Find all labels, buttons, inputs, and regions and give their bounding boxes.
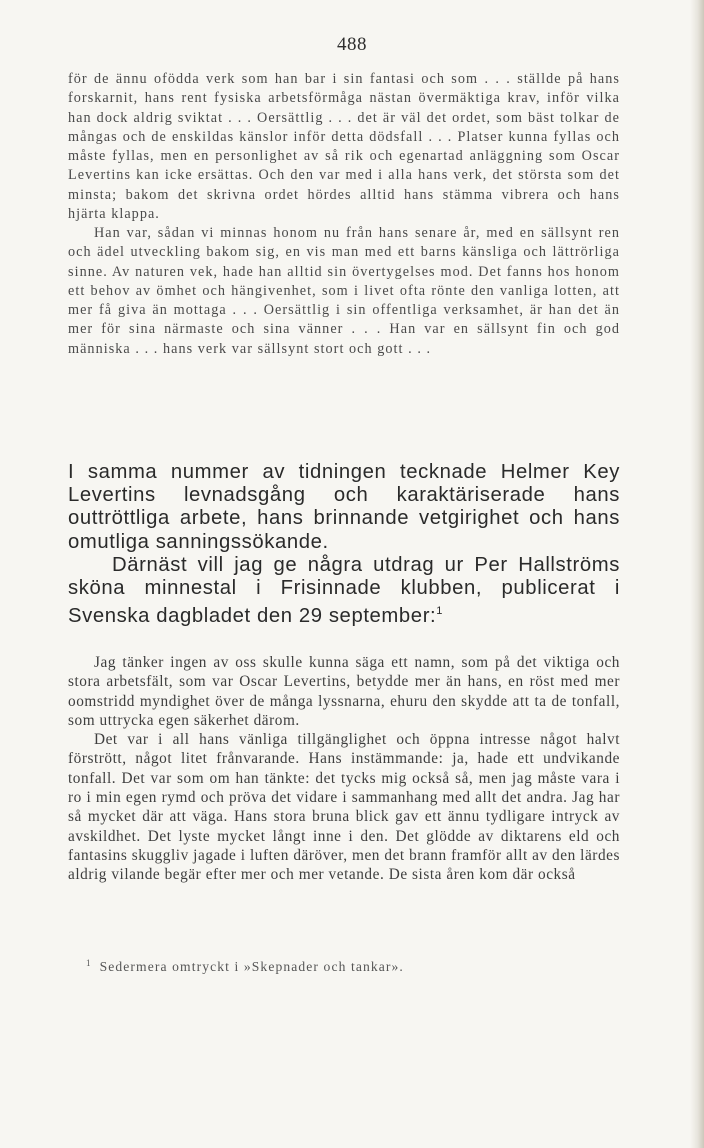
intro-text-block (68, 70, 620, 359)
footnote-reference: 1 (436, 605, 443, 618)
heading-paragraph-2 (68, 554, 620, 628)
intro-paragraph-1: för de ännu ofödda verk som han bar i sin fantasi och som . . . ställde på hans forskarnit, hans rent fysiska arbetsförmåga nästan övermäktiga krav, inför vilka han dock aldrig sviktat . . . Oersättlig . . . det är väl det ordet, som bäst tolkar de mångas och de enskildas känslor inför detta dödsfall . . . Platser kunna fyllas och måste fyllas, men en personlighet av så rik och egenartad anläggning som Oscar Levertins kan icke ersättas. Och den var med i alla hans verk, det största som det minsta; bakom det skrivna ordet hördes alltid hans stämma vibrera och hans hjärta klappa. (68, 71, 620, 222)
page-number: 488 (337, 34, 367, 55)
footnote-text: Sedermera omtryckt i »Skepnader och tankar». (99, 959, 404, 974)
quote-text-block (68, 653, 620, 885)
heading-paragraph-1: I samma nummer av tidningen tecknade Helmer Key Levertins levnadsgång och karaktäriserade hans outtröttliga arbete, hans brinnande vetgirighet och hans omutliga sanningssökande. (68, 461, 620, 553)
footnote (86, 958, 626, 975)
page-edge-shadow (690, 0, 704, 1148)
footnote-mark: 1 (86, 958, 92, 968)
quote-paragraph-1: Jag tänker ingen av oss skulle kunna säga ett namn, som på det viktiga och stora arbetsfält, som var Oscar Levertins, betydde mer än hans, en röst med mer oomstridd myndighet över de många lyssnarna, ehuru den skydde att ta de tonfall, som uttrycka egen säkerhet därom. (68, 654, 620, 729)
intro-paragraph-2: Han var, sådan vi minnas honom nu från hans senare år, med en sällsynt ren och ädel utveckling bakom sig, en vis man med ett barns känsliga och lättrörliga sinne. Av naturen vek, hade han alltid sin övertygelses mod. Det fanns hos honom ett behov av ömhet och hängivenhet, som i livet ofta rönte den vanliga lotten, att mer få giva än mottaga . . . Oersättlig i sin offentliga verksamhet, är han det än mer för sina närmaste och sina vänner . . . Han var en sällsynt fin och god människa . . . hans verk var sällsynt stort och gott . . . (68, 225, 620, 357)
heading-paragraph-2-text: Därnäst vill jag ge några utdrag ur Per Hallströms sköna minnestal i Frisinnade klubben, publicerat i Svenska dagbladet den 29 september: (68, 553, 620, 627)
heading-text-block (68, 461, 620, 628)
quote-paragraph-2: Det var i all hans vänliga tillgänglighet och öppna intresse något halvt förstrött, något litet frånvarande. Hans instämmande: ja, hade ett undvikande tonfall. Det var som om han tänkte: det tycks mig också så, men jag måste vara i ro i min egen rymd och pröva det vidare i sammanhang med allt det andra. Jag har så mycket där att väga. Hans stora bruna blick gav ett ännu tydligare intryck av avskildhet. Det lyste mycket långt inne i den. Det glödde av diktarens eld och fantasins skuggliv jagade i luften däröver, men det brann framför allt av den lärdes aldrig vilande begär efter mer och mer vetande. De sista åren kom där också (68, 731, 620, 884)
